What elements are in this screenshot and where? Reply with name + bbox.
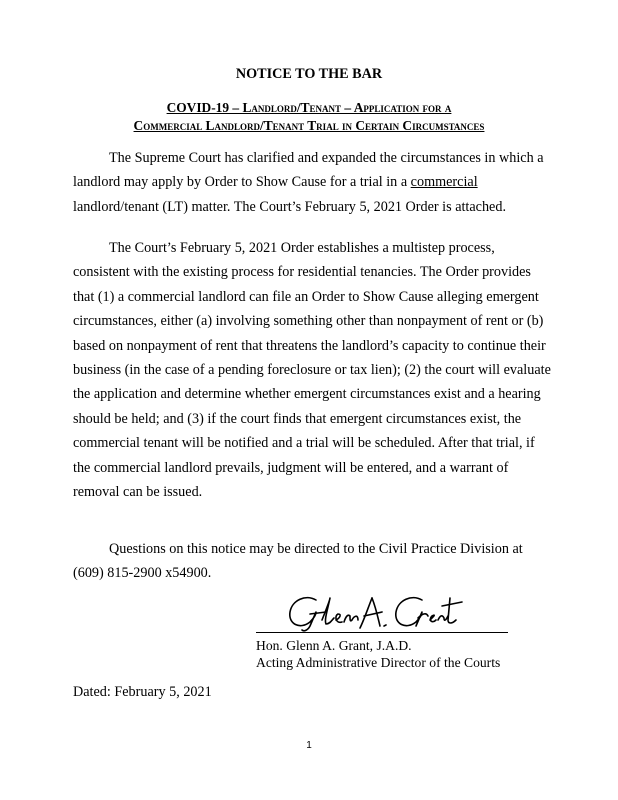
page-number: 1 (306, 740, 312, 751)
handwritten-signature (280, 590, 470, 636)
subtitle-line-1: COVID-19 – Landlord/Tenant – Application for a (166, 100, 452, 115)
signature-line (256, 632, 508, 633)
paragraph-1-underlined: commercial (410, 174, 478, 191)
paragraph-2: The Court’s February 5, 2021 Order establishes a multistep process, consistent with the existing process for residential tenancies. The Order provides that (1) a commercial landlord can file an Order to Show Cause alleging emergent circumstances, either (a) involving something other than nonpayment of rent or (b) based on nonpayment of rent that threatens the landlord’s capacity to continue their business (in the case of a pending foreclosure or tax lien); (2) the court will evaluate the application and determine whether emergent circumstances exist and a hearing should be held; and (3) if the court finds that emergent circumstances exist, the commercial tenant will be notified and a trial will be scheduled. After that trial, if the commercial landlord prevails, judgment will be entered, and a warrant of removal can be issued. (73, 240, 551, 501)
paragraph-1-text-after: landlord/tenant (LT) matter. The Court’s February 5, 2021 Order is attached. (73, 198, 507, 215)
paragraph-1 (73, 146, 553, 219)
paragraph-1-text-before: The Supreme Court has clarified and expanded the circumstances in which a landlord may apply by Order to Show Cause for a trial in a (73, 150, 544, 191)
dated-line: Dated: February 5, 2021 (73, 684, 212, 700)
signatory-name: Hon. Glenn A. Grant, J.A.D. (256, 638, 412, 653)
signatory-title: Acting Administrative Director of the Courts (256, 655, 501, 670)
page-title: NOTICE TO THE BAR (235, 66, 383, 82)
subtitle (60, 99, 558, 135)
subtitle-line-2: Commercial Landlord/Tenant Trial in Certain Circumstances (133, 118, 485, 133)
paragraph-3: Questions on this notice may be directed to the Civil Practice Division at (609) 815-2900 x54900. (73, 541, 523, 582)
